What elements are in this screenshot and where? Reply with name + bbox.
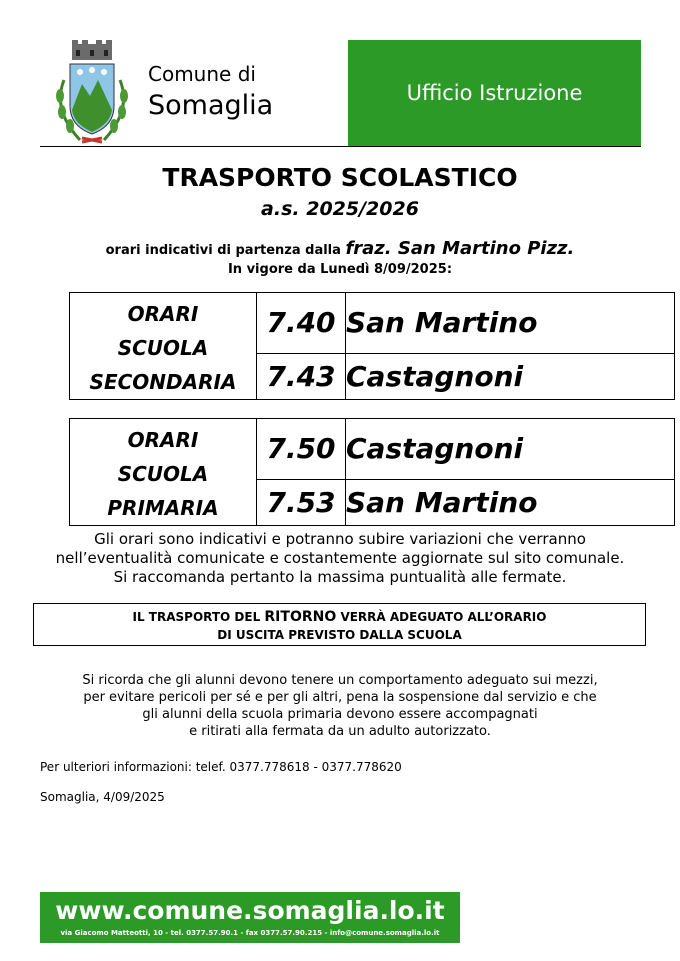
city-name: Somaglia xyxy=(148,90,274,121)
page-title: TRASPORTO SCOLASTICO xyxy=(162,163,518,192)
comune-label: Comune di xyxy=(148,62,256,86)
return-text-a: IL TRASPORTO DEL xyxy=(132,610,261,624)
header-divider xyxy=(40,146,641,147)
notice-line: nell’eventualità comunicate e costantemente aggiornate sul sito comunale. xyxy=(55,549,625,567)
category-line: ORARI xyxy=(127,428,199,452)
reminder-line: e ritirati alla fermata da un adulto autorizzato. xyxy=(189,724,491,739)
office-banner xyxy=(348,40,641,146)
stop-name: Castagnoni xyxy=(346,353,675,399)
return-text-c: VERRÀ ADEGUATO ALL’ORARIO xyxy=(340,610,547,624)
behavior-reminder xyxy=(0,672,680,740)
reminder-line: per evitare pericoli per sé e per gli altri, pena la sospensione dal servizio e che xyxy=(83,690,597,705)
variation-notice xyxy=(0,530,680,587)
reminder-line: gli alunni della scuola primaria devono essere accompagnati xyxy=(142,707,538,722)
category-cell xyxy=(70,419,257,526)
return-text-b: RITORNO xyxy=(264,609,337,625)
schedule-table-primary xyxy=(69,418,675,526)
notice-line: Si raccomanda pertanto la massima puntualità alle fermate. xyxy=(113,568,567,586)
stop-name: San Martino xyxy=(346,479,675,525)
reminder-line: Si ricorda che gli alunni devono tenere un comportamento adeguato sui mezzi, xyxy=(82,673,598,688)
notice-line: Gli orari sono indicativi e potranno subire variazioni che verranno xyxy=(94,530,586,548)
website-link[interactable]: www.comune.somaglia.lo.it xyxy=(55,896,445,925)
school-year: a.s. 2025/2026 xyxy=(261,198,419,220)
valid-from: In vigore da Lunedì 8/09/2025: xyxy=(227,262,453,277)
departure-place: fraz. San Martino Pizz. xyxy=(345,238,575,259)
stop-name: San Martino xyxy=(346,293,675,354)
departure-time: 7.43 xyxy=(257,353,346,399)
departure-time: 7.40 xyxy=(257,293,346,354)
municipal-crest-icon xyxy=(50,40,134,146)
footer-address: via Giacomo Matteotti, 10 - tel. 0377.57.90.1 - fax 0377.57.90.215 - info@comune.somaglia.lo.it xyxy=(60,929,440,937)
category-cell xyxy=(70,293,257,400)
table-row xyxy=(70,419,675,480)
stop-name: Castagnoni xyxy=(346,419,675,480)
schedule-table-secondary xyxy=(69,292,675,400)
document-date: Somaglia, 4/09/2025 xyxy=(40,790,165,804)
return-line-1 xyxy=(34,608,645,626)
contact-info: Per ulteriori informazioni: telef. 0377.778618 - 0377.778620 xyxy=(40,760,402,774)
departure-time: 7.53 xyxy=(257,479,346,525)
departure-prefix: orari indicativi di partenza dalla xyxy=(105,243,341,258)
category-line: SCUOLA xyxy=(117,462,209,486)
category-line: SCUOLA xyxy=(117,336,209,360)
departure-line xyxy=(0,238,680,259)
footer-banner xyxy=(40,892,460,943)
table-row xyxy=(70,293,675,354)
return-notice-box xyxy=(33,603,646,646)
category-line: SECONDARIA xyxy=(89,370,237,394)
office-name: Ufficio Istruzione xyxy=(406,81,583,105)
departure-time: 7.50 xyxy=(257,419,346,480)
category-line: ORARI xyxy=(127,302,199,326)
return-line-2: DI USCITA PREVISTO DALLA SCUOLA xyxy=(217,628,462,642)
category-line: PRIMARIA xyxy=(107,496,219,520)
